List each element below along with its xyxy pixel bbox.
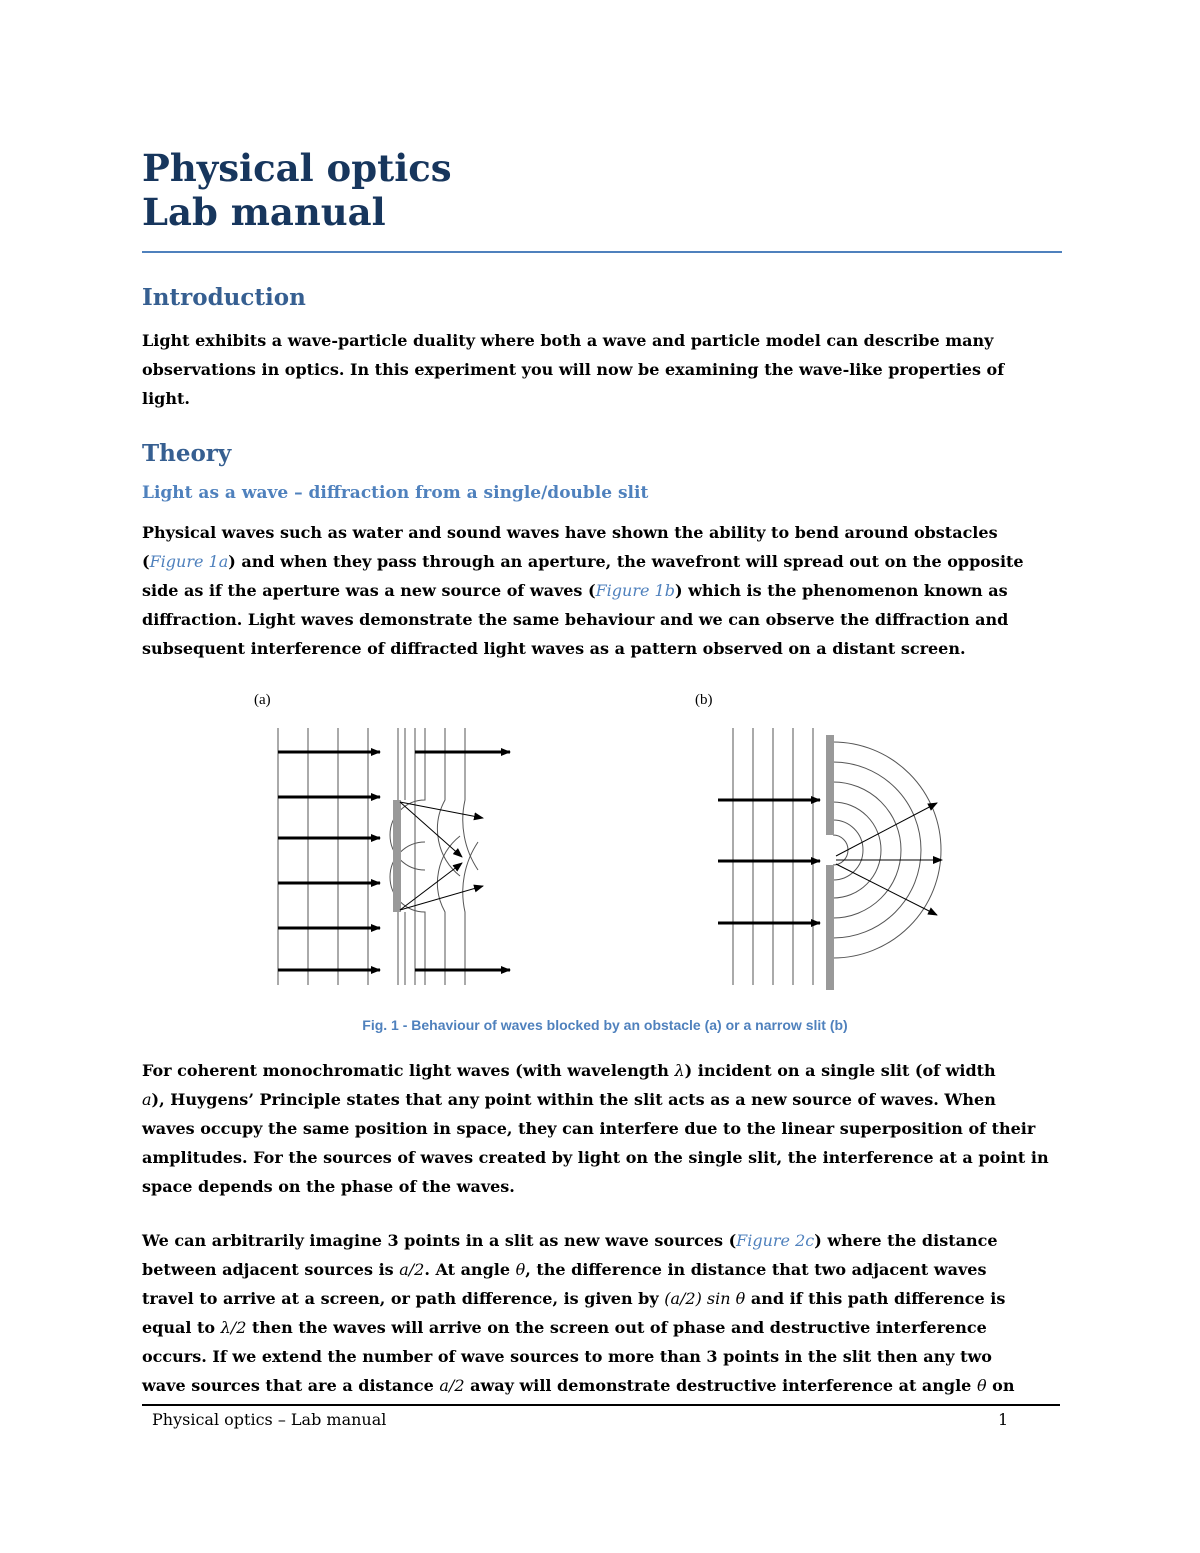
figure-1b-link[interactable]: Figure 1b [595,581,675,600]
figure-1-caption: Fig. 1 - Behaviour of waves blocked by an obstacle (a) or a narrow slit (b) [362,1017,848,1033]
p1-line: (Figure 1a) and when they pass through an aperture, the wavefront will spread out on the opposite [142,552,1024,571]
slit-wall-bottom [826,865,834,990]
p1-line: subsequent interference of diffracted light waves as a pattern observed on a distant screen. [142,639,966,658]
panel-b-diffracted-arrows [836,803,942,915]
p2-line: waves occupy the same position in space, they can interfere due to the linear superposition of their [142,1119,1036,1138]
p2-line: a), Huygens’ Principle states that any point within the slit acts as a new source of waves. When [142,1090,996,1109]
p2-line: For coherent monochromatic light waves (with wavelength λ) incident on a single slit (of width [142,1061,996,1080]
title-underline [142,251,1062,253]
p3-line: We can arbitrarily imagine 3 points in a slit as new wave sources (Figure 2c) where the distance [142,1231,998,1250]
panel-a-obstacle [278,728,478,985]
figure-label-a: (a) [254,692,271,708]
p3-line: travel to arrive at a screen, or path difference, is given by (a/2) sin θ and if this path difference is [142,1289,1006,1308]
document-title [142,146,452,234]
figure-1a-link[interactable]: Figure 1a [149,552,229,571]
theory-paragraph-1 [142,518,1067,663]
p2-line: amplitudes. For the sources of waves created by light on the single slit, the interference at a point in [142,1148,1049,1167]
p3-line: between adjacent sources is a/2. At angle θ, the difference in distance that two adjacent waves [142,1260,987,1279]
panel-b-slit [733,728,941,985]
p2-line: space depends on the phase of the waves. [142,1177,515,1196]
p1-line: Physical waves such as water and sound waves have shown the ability to bend around obstacles [142,523,998,542]
theory-subheading: Light as a wave – diffraction from a single/double slit [142,483,649,503]
footer-divider [142,1404,1060,1406]
theory-heading: Theory [142,440,232,467]
p1-line: diffraction. Light waves demonstrate the same behaviour and we can observe the diffraction and [142,610,1009,629]
p1-line: side as if the aperture was a new source of waves (Figure 1b) which is the phenomenon known as [142,581,1008,600]
figure-2c-link[interactable]: Figure 2c [736,1231,815,1250]
theory-paragraph-2 [142,1056,1067,1201]
title-line-1: Physical optics [142,146,452,190]
figure-label-b: (b) [695,692,713,708]
slit-wall-top [826,735,834,835]
obstacle-bar [393,800,401,912]
p3-line: equal to λ/2 then the waves will arrive on the screen out of phase and destructive interference [142,1318,987,1337]
intro-line: light. [142,389,190,408]
intro-line: Light exhibits a wave-particle duality where both a wave and particle model can describe many [142,331,994,350]
introduction-heading: Introduction [142,284,306,311]
intro-line: observations in optics. In this experiment you will now be examining the wave-like properties of [142,360,1005,379]
introduction-paragraph [142,326,1067,413]
p3-line: wave sources that are a distance a/2 away will demonstrate destructive interference at angle θ on [142,1376,1015,1395]
p3-line: occurs. If we extend the number of wave sources to more than 3 points in the slit then any two [142,1347,992,1366]
figure-1-diffraction-diagram [240,680,980,1000]
theory-paragraph-3 [142,1226,1067,1400]
footer-title: Physical optics – Lab manual [152,1410,387,1429]
title-line-2: Lab manual [142,190,386,234]
page-number: 1 [998,1410,1009,1429]
